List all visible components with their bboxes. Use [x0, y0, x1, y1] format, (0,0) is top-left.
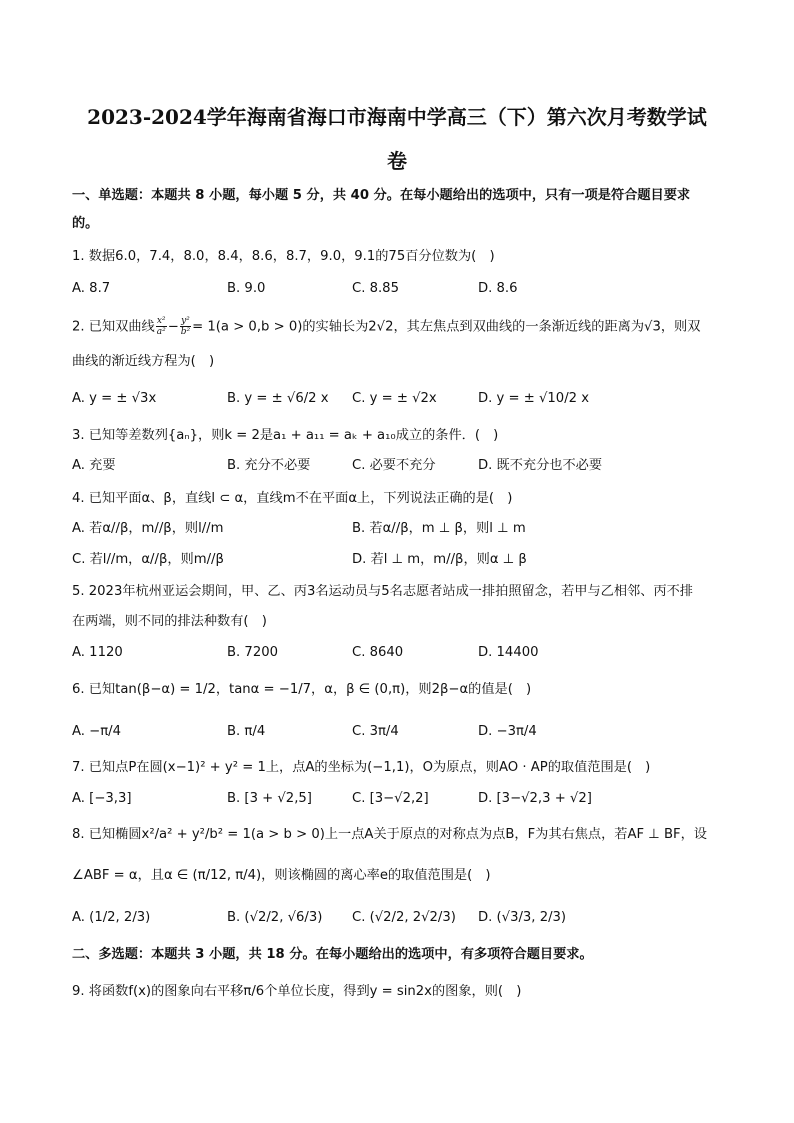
q8-option-a: A. (1/2, 2/3)	[72, 910, 151, 925]
q7-option-b: B. [3 + √2,5]	[227, 791, 312, 806]
q5-option-d: D. 14400	[478, 645, 539, 660]
q7-option-d: D. [3−√2,3 + √2]	[478, 791, 592, 806]
q5-stem-line1: 5. 2023年杭州亚运会期间，甲、乙、丙3名运动员与5名志愿者站成一排拍照留念，若甲与乙相邻、丙不排	[72, 584, 693, 599]
q5-stem-line2: 在两端，则不同的排法种数有( )	[72, 614, 267, 629]
q5-option-b: B. 7200	[227, 645, 278, 660]
q8-option-c: C. (√2/2, 2√2/3)	[352, 910, 456, 925]
q8-stem-line2: ∠ABF = α，且α ∈ (π/12, π/4)，则该椭圆的离心率e的取值范围是( )	[72, 868, 491, 883]
q8-option-d: D. (√3/3, 2/3)	[478, 910, 567, 925]
q9-stem: 9. 将函数f(x)的图象向右平移π/6个单位长度，得到y = sin2x的图象，则( )	[72, 984, 522, 999]
q2-option-a: A. y = ± √3x	[72, 391, 157, 406]
q6-option-d: D. −3π/4	[478, 724, 537, 739]
q6-option-b: B. π/4	[227, 724, 266, 739]
q3-option-c: C. 必要不充分	[352, 458, 436, 473]
q2-stem-prefix: 2. 已知双曲线	[72, 319, 155, 335]
q3-stem: 3. 已知等差数列{aₙ}，则k = 2是a₁ + a₁₁ = aₖ + a₁₀成立的条件．( )	[72, 428, 499, 443]
q2-option-c: C. y = ± √2x	[352, 391, 437, 406]
q1-option-a: A. 8.7	[72, 281, 111, 296]
q4-option-a: A. 若α//β，m//β，则l//m	[72, 521, 224, 536]
section2-heading: 二、多选题：本题共 3 小题，共 18 分。在每小题给出的选项中，有多项符合题目要求。	[72, 947, 593, 962]
q7-option-c: C. [3−√2,2]	[352, 791, 429, 806]
q2-option-d: D. y = ± √10/2 x	[478, 391, 590, 406]
q3-option-b: B. 充分不必要	[227, 458, 311, 473]
q2-stem-suffix: = 1(a > 0,b > 0)的实轴长为2√2，其左焦点到双曲线的一条渐近线的距离为√3，则双	[192, 319, 701, 335]
q1-stem: 1. 数据6.0，7.4，8.0，8.4，8.6，8.7，9.0，9.1的75百分位数为( )	[72, 249, 495, 264]
q3-option-a: A. 充要	[72, 458, 116, 473]
exam-title-line1: 2023-2024学年海南省海口市海南中学高三（下）第六次月考数学试	[87, 105, 707, 129]
q2-stem-line1	[72, 316, 700, 338]
q2-option-b: B. y = ± √6/2 x	[227, 391, 329, 406]
q4-option-c: C. 若l//m，α//β，则m//β	[72, 552, 224, 567]
exam-title-line2: 卷	[387, 149, 407, 173]
q7-option-a: A. [−3,3]	[72, 791, 132, 806]
q5-option-a: A. 1120	[72, 645, 123, 660]
q7-stem: 7. 已知点P在圆(x−1)² + y² = 1上，点A的坐标为(−1,1)，O为原点，则AO · AP的取值范围是( )	[72, 760, 651, 775]
q1-option-c: C. 8.85	[352, 281, 399, 296]
q5-option-c: C. 8640	[352, 645, 404, 660]
q4-option-b: B. 若α//β，m ⊥ β，则l ⊥ m	[352, 521, 526, 536]
q3-option-d: D. 既不充分也不必要	[478, 458, 603, 473]
q6-option-c: C. 3π/4	[352, 724, 399, 739]
q8-option-b: B. (√2/2, √6/3)	[227, 910, 323, 925]
q1-option-d: D. 8.6	[478, 281, 518, 296]
section1-heading-line2: 的。	[72, 216, 99, 231]
q2-fraction-y: $\frac{\text{y²}}{\text{b²}}$	[180, 316, 191, 337]
q4-stem: 4. 已知平面α、β，直线l ⊂ α，直线m不在平面α上，下列说法正确的是( )	[72, 491, 513, 506]
q2-minus: −	[167, 319, 179, 335]
q8-stem-line1: 8. 已知椭圆x²/a² + y²/b² = 1(a > b > 0)上一点A关于原点的对称点为点B，F为其右焦点，若AF ⊥ BF，设	[72, 827, 707, 842]
section1-heading-line1: 一、单选题：本题共 8 小题，每小题 5 分，共 40 分。在每小题给出的选项中，只有一项是符合题目要求	[72, 188, 691, 203]
q6-option-a: A. −π/4	[72, 724, 121, 739]
q2-fraction-x: $\frac{\text{x²}}{\text{a²}}$	[156, 316, 166, 337]
q4-option-d: D. 若l ⊥ m，m//β，则α ⊥ β	[352, 552, 527, 567]
q6-stem: 6. 已知tan(β−α) = 1/2，tanα = −1/7，α，β ∈ (0,π)，则2β−α的值是( )	[72, 682, 532, 697]
q2-stem-line2: 曲线的渐近线方程为( )	[72, 354, 215, 369]
q1-option-b: B. 9.0	[227, 281, 266, 296]
